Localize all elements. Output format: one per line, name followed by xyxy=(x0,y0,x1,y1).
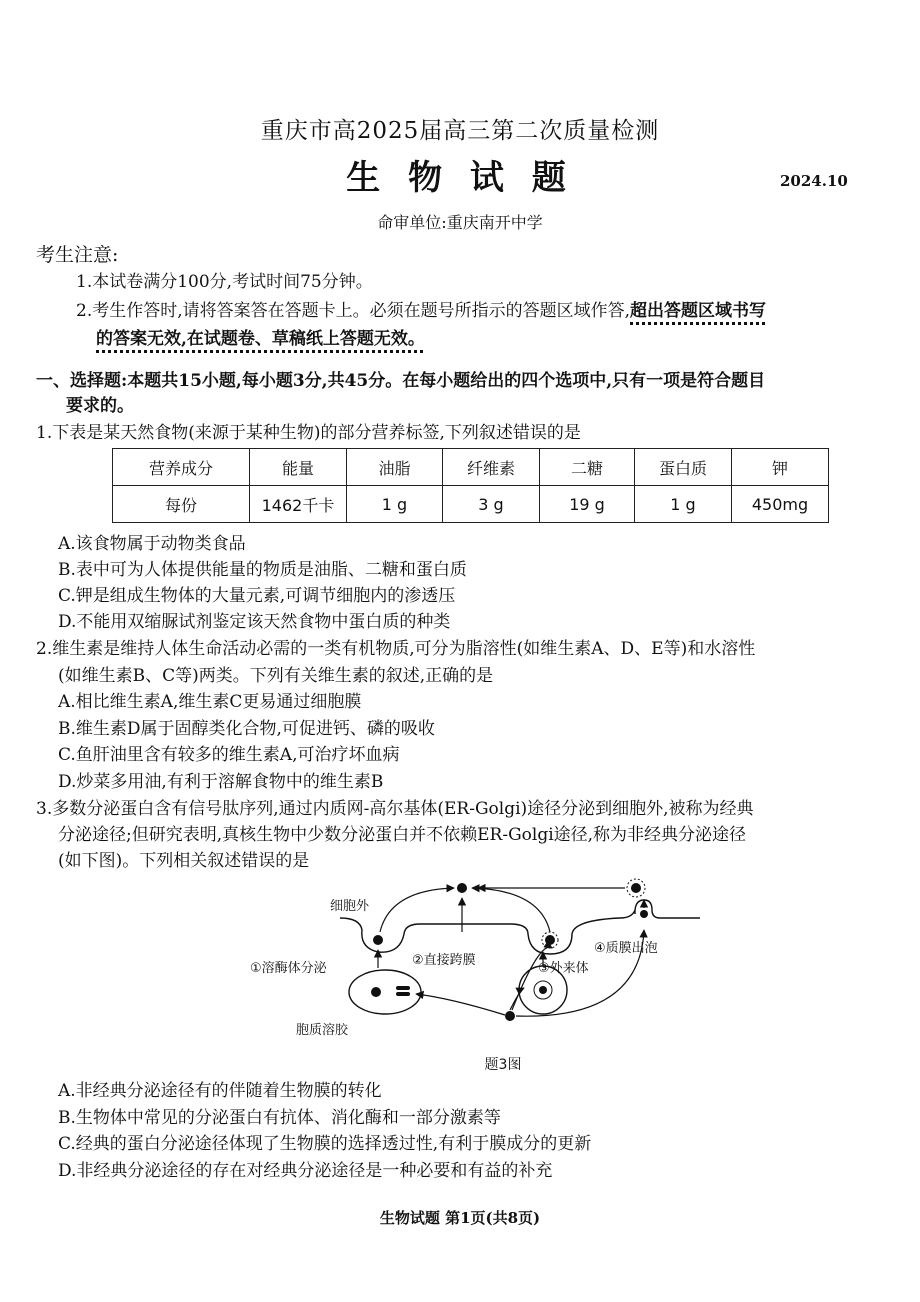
exam-date: 2024.10 xyxy=(780,172,848,190)
q1-option-c: C.钾是组成生物体的大量元素,可调节细胞内的渗透压 xyxy=(58,586,456,606)
table-cell: 1 g xyxy=(635,486,732,523)
q2-stem: 2.维生素是维持人体生命活动必需的一类有机物质,可分为脂溶性(如维生素A、D、E等)和水溶性 xyxy=(36,639,756,659)
q1-option-b: B.表中可为人体提供能量的物质是油脂、二糖和蛋白质 xyxy=(58,560,467,580)
notice-item-2-text: 2.考生作答时,请将答案答在答题卡上。必须在题号所指示的答题区域作答, xyxy=(76,301,631,321)
label-lysosome: ①溶酶体分泌 xyxy=(250,961,327,976)
nutrition-table xyxy=(112,448,829,523)
table-header-cell: 营养成分 xyxy=(113,449,250,486)
notice-item-2 xyxy=(76,299,766,323)
q3-stem-cont-2: (如下图)。下列相关叙述错误的是 xyxy=(58,851,310,871)
secretion-pathway-diagram xyxy=(240,870,700,1045)
table-cell: 3 g xyxy=(443,486,540,523)
setter-line: 命审单位:重庆南开中学 xyxy=(377,213,543,232)
protein-dot xyxy=(505,1011,515,1021)
notice-item-2-cont xyxy=(96,327,425,351)
q1-stem: 1.下表是某天然食物(来源于某种生物)的部分营养标签,下列叙述错误的是 xyxy=(36,423,581,443)
q3-option-c: C.经典的蛋白分泌途径体现了生物膜的选择透过性,有利于膜成分的更新 xyxy=(58,1134,592,1154)
table-header-row xyxy=(113,449,829,486)
label-bleb: ④质膜出泡 xyxy=(594,941,658,956)
q3-option-d: D.非经典分泌途径的存在对经典分泌途径是一种必要和有益的补充 xyxy=(58,1161,553,1181)
notice-heading: 考生注意: xyxy=(36,244,119,266)
table-header-cell: 二糖 xyxy=(540,449,635,486)
q3-stem-cont-1: 分泌途径;但研究表明,真核生物中少数分泌蛋白并不依赖ER-Golgi途径,称为非经典分泌途径 xyxy=(58,825,747,845)
section-1-heading-cont: 要求的。 xyxy=(66,396,134,416)
protein-dot xyxy=(457,883,467,893)
lysosome-icon xyxy=(349,970,421,1014)
table-cell: 每份 xyxy=(113,486,250,523)
label-direct: ②直接跨膜 xyxy=(412,953,476,968)
page-footer: 生物试题 第1页(共8页) xyxy=(379,1209,541,1227)
q2-option-a: A.相比维生素A,维生素C更易通过细胞膜 xyxy=(58,692,362,712)
label-cytosol: 胞质溶胶 xyxy=(296,1023,349,1038)
notice-item-1: 1.本试卷满分100分,考试时间75分钟。 xyxy=(76,272,373,292)
q3-option-b: B.生物体中常见的分泌蛋白有抗体、消化酶和一部分激素等 xyxy=(58,1108,501,1128)
protein-dot xyxy=(373,935,383,945)
section-1-heading: 一、选择题:本题共15小题,每小题3分,共45分。在每小题给出的四个选项中,只有一项是符合题目 xyxy=(36,371,766,391)
notice-item-2-emphasis-cont: 的答案无效,在试题卷、草稿纸上答题无效。 xyxy=(96,329,425,349)
figure-caption: 题3图 xyxy=(484,1057,522,1073)
q3-stem: 3.多数分泌蛋白含有信号肽序列,通过内质网-高尔基体(ER-Golgi)途径分泌到细胞外,被称为经典 xyxy=(36,799,754,819)
table-header-cell: 蛋白质 xyxy=(635,449,732,486)
table-header-cell: 油脂 xyxy=(347,449,443,486)
label-outside: 细胞外 xyxy=(330,899,370,914)
q2-option-d: D.炒菜多用油,有利于溶解食物中的维生素B xyxy=(58,772,384,792)
q3-option-a: A.非经典分泌途径有的伴随着生物膜的转化 xyxy=(58,1081,382,1101)
q2-option-c: C.鱼肝油里含有较多的维生素A,可治疗坏血病 xyxy=(58,745,400,765)
subject-title: 生 物 试 题 xyxy=(346,158,574,198)
label-exosome: ③外来体 xyxy=(538,961,589,976)
q1-option-a: A.该食物属于动物类食品 xyxy=(58,534,246,554)
table-row xyxy=(113,486,829,523)
notice-item-2-emphasis: 超出答题区域书写 xyxy=(630,301,767,321)
table-cell: 1462千卡 xyxy=(250,486,347,523)
table-cell: 1 g xyxy=(347,486,443,523)
table-header-cell: 钾 xyxy=(732,449,829,486)
plasma-membrane xyxy=(340,910,635,954)
q1-option-d: D.不能用双缩脲试剂鉴定该天然食物中蛋白质的种类 xyxy=(58,612,451,632)
q2-stem-cont: (如维生素B、C等)两类。下列有关维生素的叙述,正确的是 xyxy=(58,666,494,686)
table-cell: 450mg xyxy=(732,486,829,523)
table-header-cell: 纤维素 xyxy=(443,449,540,486)
table-header-cell: 能量 xyxy=(250,449,347,486)
table-cell: 19 g xyxy=(540,486,635,523)
exam-title: 重庆市高2025届高三第二次质量检测 xyxy=(260,118,660,144)
q2-option-b: B.维生素D属于固醇类化合物,可促进钙、磷的吸收 xyxy=(58,719,435,739)
